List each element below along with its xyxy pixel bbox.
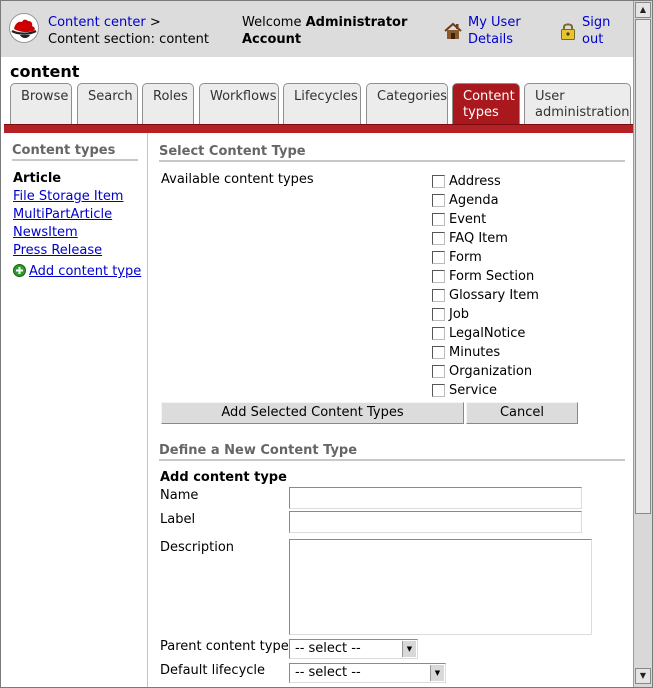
checkbox[interactable] — [432, 194, 445, 207]
checkbox-row-minutes — [432, 345, 539, 364]
checkbox-label: LegalNotice — [449, 326, 526, 341]
tab-categories[interactable] — [366, 83, 448, 125]
checkbox-row-agenda — [432, 193, 539, 212]
add-content-type-label: Add content type — [29, 264, 142, 279]
padlock-icon — [559, 21, 577, 41]
checkbox-label: Form Section — [449, 269, 535, 284]
content-center-link[interactable]: Content center — [48, 15, 146, 30]
checkbox-row-organization — [432, 364, 539, 383]
user-name-first: Administrator — [305, 15, 408, 30]
tab-label: administration — [535, 105, 630, 120]
content-type-checkbox-list — [432, 174, 539, 402]
tab-label: Roles — [153, 89, 188, 104]
name-input[interactable] — [289, 487, 582, 509]
breadcrumb — [48, 14, 209, 48]
checkbox[interactable] — [432, 270, 445, 283]
scrollbar-thumb[interactable] — [635, 19, 651, 514]
tab-workflows[interactable] — [199, 83, 279, 125]
checkbox-label: Agenda — [449, 193, 499, 208]
tab-label: Browse — [21, 89, 69, 104]
checkbox-label: FAQ Item — [449, 231, 508, 246]
content-type-link[interactable]: File Storage Item — [13, 189, 124, 204]
add-content-type-link[interactable] — [13, 263, 141, 281]
checkbox-label: Organization — [449, 364, 533, 379]
checkbox-label: Event — [449, 212, 487, 227]
content-type-link[interactable]: MultiPartArticle — [13, 207, 113, 222]
tab-user-administration[interactable] — [524, 83, 631, 125]
sidebar-heading: Content types — [12, 143, 138, 161]
parent-content-type-select[interactable] — [289, 639, 418, 659]
checkbox-row-job — [432, 307, 539, 326]
scroll-up-arrow-icon[interactable]: ▲ — [635, 2, 651, 18]
description-label: Description — [160, 540, 235, 555]
checkbox[interactable] — [432, 384, 445, 397]
content-type-link[interactable]: Press Release — [13, 243, 103, 258]
tab-bar — [1, 83, 633, 125]
checkbox[interactable] — [432, 232, 445, 245]
available-types-label: Available content types — [161, 172, 314, 187]
page-title: content — [10, 62, 80, 81]
checkbox-row-glossary-item — [432, 288, 539, 307]
tab-underline-bar — [4, 124, 633, 133]
checkbox[interactable] — [432, 213, 445, 226]
checkbox-row-event — [432, 212, 539, 231]
checkbox-label: Service — [449, 383, 498, 398]
checkbox[interactable] — [432, 327, 445, 340]
tab-label: types — [463, 105, 499, 120]
content-type-link[interactable]: NewsItem — [13, 225, 78, 240]
checkbox[interactable] — [432, 289, 445, 302]
tab-label: Search — [88, 89, 133, 104]
add-content-type-form-title: Add content type — [160, 470, 287, 485]
tab-label: Categories — [377, 89, 448, 104]
tab-roles[interactable] — [142, 83, 194, 125]
tab-content-types[interactable] — [452, 83, 520, 125]
checkbox-label: Job — [449, 307, 470, 322]
content-section-label: Content section: content — [48, 32, 209, 47]
checkbox-label: Minutes — [449, 345, 501, 360]
house-icon — [443, 21, 463, 41]
content-type-current: Article — [13, 171, 62, 186]
content-types-sidebar — [4, 133, 148, 687]
select-content-type-heading: Select Content Type — [159, 144, 625, 162]
parent-selected-value: -- select -- — [295, 641, 361, 656]
tab-label: User — [535, 89, 565, 104]
add-selected-content-types-button[interactable]: Add Selected Content Types — [161, 402, 464, 424]
my-details-line1: My User — [468, 15, 521, 30]
checkbox-row-address — [432, 174, 539, 193]
label-label: Label — [160, 512, 196, 527]
checkbox-label: Form — [449, 250, 482, 265]
parent-content-type-label: Parent content type — [160, 639, 289, 654]
site-header — [1, 1, 633, 57]
my-details-line2: Details — [468, 32, 514, 47]
tab-label: Workflows — [210, 89, 277, 104]
name-label: Name — [160, 488, 199, 503]
welcome-message — [242, 14, 407, 48]
vertical-scrollbar[interactable] — [633, 1, 652, 687]
plus-circle-icon — [13, 264, 26, 277]
sign-out-line2: out — [582, 32, 604, 47]
scroll-down-arrow-icon[interactable]: ▼ — [635, 668, 651, 684]
checkbox[interactable] — [432, 251, 445, 264]
checkbox-label: Address — [449, 174, 501, 189]
checkbox[interactable] — [432, 346, 445, 359]
checkbox-row-faq-item — [432, 231, 539, 250]
define-content-type-heading: Define a New Content Type — [159, 443, 625, 461]
checkbox[interactable] — [432, 365, 445, 378]
dropdown-arrow-icon: ▼ — [430, 665, 444, 681]
breadcrumb-separator: > — [149, 15, 161, 30]
dropdown-arrow-icon: ▼ — [402, 641, 416, 657]
checkbox-label: Glossary Item — [449, 288, 539, 303]
tab-browse[interactable] — [10, 83, 72, 125]
tab-label: Content — [463, 89, 515, 104]
checkbox-row-form-section — [432, 269, 539, 288]
content-type-list — [13, 170, 123, 260]
checkbox-row-service — [432, 383, 539, 402]
tab-search[interactable] — [77, 83, 138, 125]
label-input[interactable] — [289, 511, 582, 533]
checkbox[interactable] — [432, 175, 445, 188]
checkbox[interactable] — [432, 308, 445, 321]
welcome-prefix: Welcome — [242, 15, 302, 30]
lifecycle-selected-value: -- select -- — [295, 665, 361, 680]
tab-label: Lifecycles — [294, 89, 358, 104]
cancel-button[interactable]: Cancel — [466, 402, 578, 424]
checkbox-row-legalnotice — [432, 326, 539, 345]
description-textarea[interactable] — [289, 539, 592, 635]
default-lifecycle-select[interactable] — [289, 663, 446, 683]
user-name-second: Account — [242, 32, 302, 47]
checkbox-row-form — [432, 250, 539, 269]
redhat-logo-icon — [9, 13, 39, 43]
sign-out-line1: Sign — [582, 15, 611, 30]
tab-lifecycles[interactable] — [283, 83, 361, 125]
default-lifecycle-label: Default lifecycle — [160, 663, 266, 678]
